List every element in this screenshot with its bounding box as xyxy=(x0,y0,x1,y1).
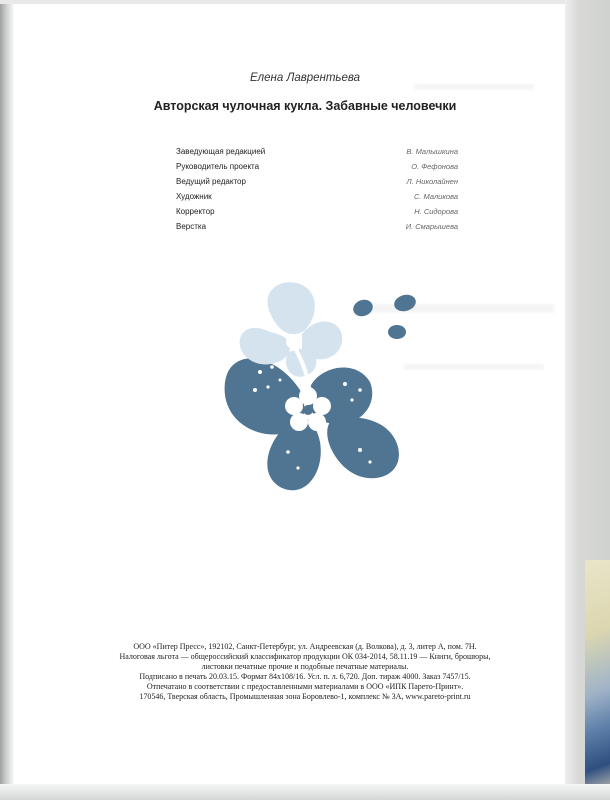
imprint-line: листовки печатные прочие и подобные печатные материалы. xyxy=(201,662,409,671)
book-title: Авторская чулочная кукла. Забавные человечки xyxy=(153,99,457,113)
imprint-line: 170546, Тверская область, Промышленная зона Боровлево-1, комплекс № 3А, www.pareto-print.ru xyxy=(139,692,471,701)
imprint-line: ООО «Питер Пресс», 192102, Санкт-Петербург, ул. Андреевская (д. Волкова), д. 3, литер А, пом. 7Н. xyxy=(133,642,477,651)
credit-row xyxy=(176,174,458,189)
credit-name: С. Маликова xyxy=(413,192,458,201)
adjacent-page-illustration xyxy=(585,560,610,800)
credit-row xyxy=(176,144,458,159)
author-name: Елена Лаврентьева xyxy=(249,72,361,84)
credit-name: Н. Сидорова xyxy=(414,207,458,216)
credit-role: Руководитель проекта xyxy=(176,162,260,171)
credit-name: О. Фефонова xyxy=(411,162,458,171)
credit-role: Художник xyxy=(176,192,212,201)
imprint-line: Отпечатано в соответствии с предоставленными материалами в ООО «ИПК Парето-Принт». xyxy=(146,682,464,691)
upper-flower-petal xyxy=(268,282,315,334)
credit-role: Верстка xyxy=(176,222,207,231)
credit-name: В. Малышкина xyxy=(406,147,458,156)
small-petal xyxy=(351,297,375,319)
scan-left-shadow xyxy=(0,0,14,800)
flower-icon xyxy=(220,272,440,502)
credit-row xyxy=(176,204,458,219)
credit-role: Заведующая редакцией xyxy=(176,147,266,156)
credit-row xyxy=(176,219,458,234)
credit-role: Ведущий редактор xyxy=(176,177,246,186)
imprint-block xyxy=(60,642,550,702)
credit-row xyxy=(176,189,458,204)
imprint-line: Налоговая льгота — общероссийский классификатор продукции ОК 034-2014, 58.11.19 — Книги, брошюры, xyxy=(119,652,491,661)
credit-name: Л. Николайнен xyxy=(406,177,458,186)
flower-illustration xyxy=(220,272,440,502)
credit-name: И. Смарышева xyxy=(405,222,458,231)
petal xyxy=(327,417,399,478)
scan-bottom-edge xyxy=(0,784,610,800)
credit-role: Корректор xyxy=(176,207,215,216)
credits-list xyxy=(176,144,458,234)
small-petal xyxy=(392,292,417,313)
small-petal xyxy=(388,325,406,339)
credit-row xyxy=(176,159,458,174)
imprint-line: Подписано в печать 20.03.15. Формат 84х108/16. Усл. п. л. 6,720. Доп. тираж 4000. Заказ 7457/15. xyxy=(139,672,471,681)
